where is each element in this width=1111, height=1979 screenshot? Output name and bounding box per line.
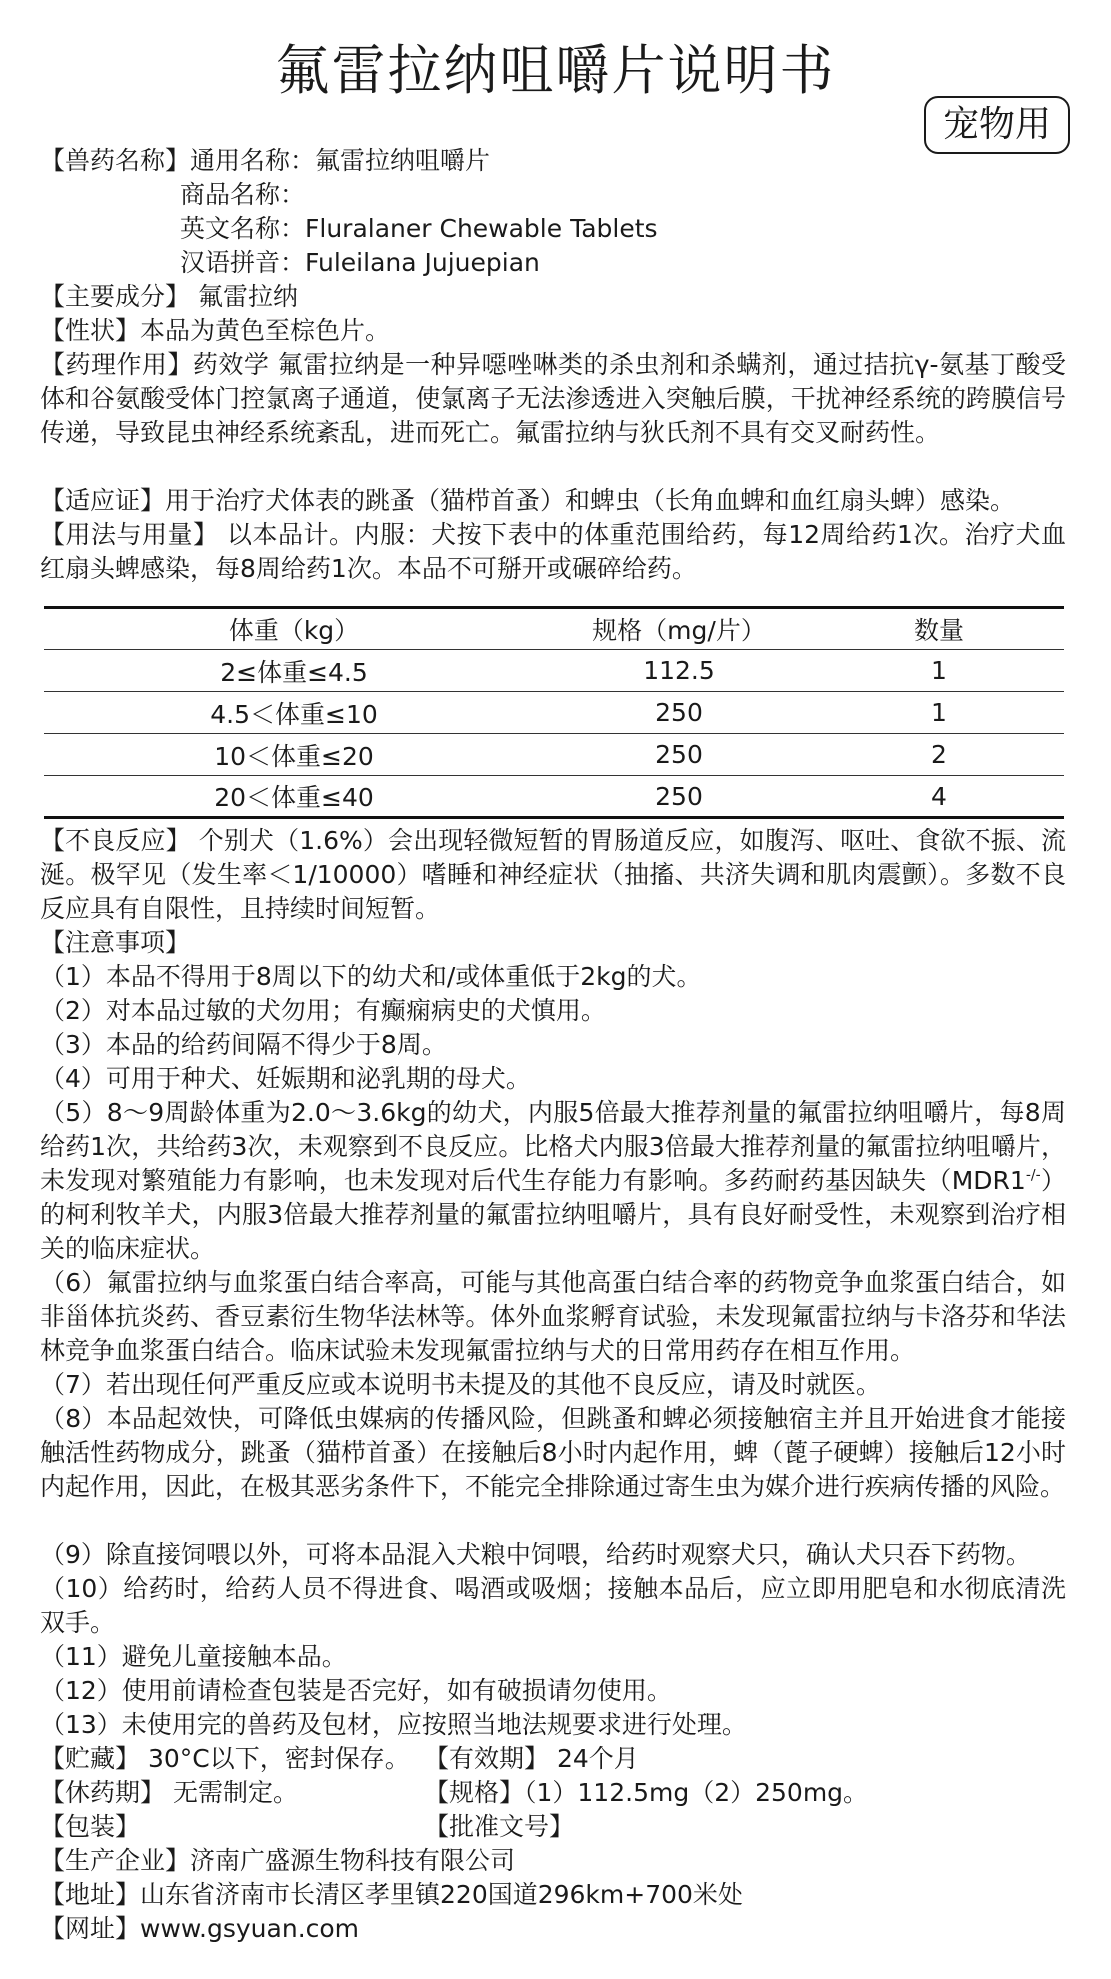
precaution-6: （6）氟雷拉纳与血浆蛋白结合率高，可能与其他高蛋白结合率的药物竞争血浆蛋白结合，如非甾体抗炎药、香豆素衍生物华法林等。体外血浆孵育试验，未发现氟雷拉纳与卡洛芬和华法林竞争血浆蛋白结合。临床试验未发现氟雷拉纳与犬的日常用药存在相互作用。 xyxy=(40,1268,1066,1365)
table-cell: 250 xyxy=(544,776,814,818)
precaution-11: （11）避免儿童接触本品。 xyxy=(40,1642,347,1671)
names-tag: 【兽药名称】 xyxy=(40,146,191,175)
table-cell: 1 xyxy=(814,650,1064,692)
table-cell: 1 xyxy=(814,692,1064,734)
dosage: 【用法与用量】 以本品计。内服：犬按下表中的体重范围给药，每12周给药1次。治疗犬血红扇头蜱感染，每8周给药1次。本品不可掰开或碾碎给药。 xyxy=(40,520,1066,583)
precaution-1: （1）本品不得用于8周以下的幼犬和/或体重低于2kg的犬。 xyxy=(40,962,702,991)
approval-number: 【批准文号】 xyxy=(424,1812,575,1841)
precaution-12: （12）使用前请检查包装是否完好，如有破损请勿使用。 xyxy=(40,1676,672,1705)
indication: 【适应证】用于治疗犬体表的跳蚤（猫栉首蚤）和蜱虫（长角血蜱和血红扇头蜱）感染。 xyxy=(40,486,1016,515)
table-cell: 4 xyxy=(814,776,1064,818)
table-cell: 10＜体重≤20 xyxy=(44,734,544,776)
table-cell: 2≤体重≤4.5 xyxy=(44,650,544,692)
precaution-5 xyxy=(40,1096,1066,1266)
adverse-reactions: 【不良反应】 个别犬（1.6%）会出现轻微短暂的胃肠道反应，如腹泻、呕吐、食欲不振、流涎。极罕见（发生率＜1/10000）嗜睡和神经症状（抽搐、共济失调和肌肉震颤）。多数不良反应具有自限性，且持续时间短暂。 xyxy=(40,826,1066,923)
table-header-row xyxy=(44,608,1064,650)
address: 【地址】山东省济南市长清区孝里镇220国道296km+700米处 xyxy=(40,1880,743,1909)
precaution-3: （3）本品的给药间隔不得少于8周。 xyxy=(40,1030,447,1059)
mdr1-superscript: -/- xyxy=(1025,1167,1041,1184)
precaution-10: （10）给药时，给药人员不得进食、喝酒或吸烟；接触本品后，应立即用肥皂和水彻底清洗双手。 xyxy=(40,1574,1066,1637)
table-header: 数量 xyxy=(814,608,1064,650)
table-cell: 250 xyxy=(544,734,814,776)
storage: 【贮藏】 30°C以下，密封保存。 xyxy=(40,1744,410,1773)
table-header: 规格（mg/片） xyxy=(544,608,814,650)
specification: 【规格】（1）112.5mg（2）250mg。 xyxy=(424,1778,869,1807)
table-row xyxy=(44,776,1064,818)
table-cell: 20＜体重≤40 xyxy=(44,776,544,818)
table-row xyxy=(44,734,1064,776)
precaution-7: （7）若出现任何严重反应或本说明书未提及的其他不良反应，请及时就医。 xyxy=(40,1370,881,1399)
main-ingredient: 【主要成分】 氟雷拉纳 xyxy=(40,282,298,311)
precaution-5-part-b: ）的柯利牧羊犬，内服3倍最大推荐剂量的氟雷拉纳咀嚼片，具有良好耐受性，未观察到治疗相关的临床症状。 xyxy=(40,1166,1066,1263)
english-name: 英文名称：Fluralaner Chewable Tablets xyxy=(180,214,658,243)
website: 【网址】www.gsyuan.com xyxy=(40,1914,360,1943)
precautions-heading: 【注意事项】 xyxy=(40,928,191,957)
table-cell: 4.5＜体重≤10 xyxy=(44,692,544,734)
trade-name: 商品名称： xyxy=(180,180,306,209)
pet-use-badge: 宠物用 xyxy=(924,96,1070,154)
precaution-2: （2）对本品过敏的犬勿用；有癫痫病史的犬慎用。 xyxy=(40,996,606,1025)
dosage-table xyxy=(44,606,1064,819)
validity: 【有效期】 24个月 xyxy=(424,1744,639,1773)
document-title: 氟雷拉纳咀嚼片说明书 xyxy=(275,39,836,102)
table-cell: 250 xyxy=(544,692,814,734)
manufacturer: 【生产企业】济南广盛源生物科技有限公司 xyxy=(40,1846,516,1875)
table-cell: 112.5 xyxy=(544,650,814,692)
generic-name: 通用名称：氟雷拉纳咀嚼片 xyxy=(190,146,491,175)
table-row xyxy=(44,692,1064,734)
precaution-8: （8）本品起效快，可降低虫媒病的传播风险，但跳蚤和蜱必须接触宿主并且开始进食才能接触活性药物成分，跳蚤（猫栉首蚤）在接触后8小时内起作用，蜱（蓖子硬蜱）接触后12小时内起作用，因此，在极其恶劣条件下，不能完全排除通过寄生虫为媒介进行疾病传播的风险。 xyxy=(40,1404,1066,1501)
precaution-13: （13）未使用完的兽药及包材，应按照当地法规要求进行处理。 xyxy=(40,1710,747,1739)
pharmacology: 【药理作用】药效学 氟雷拉纳是一种异噁唑啉类的杀虫剂和杀螨剂，通过拮抗γ-氨基丁酸受体和谷氨酸受体门控氯离子通道，使氯离子无法渗透进入突触后膜，干扰神经系统的跨膜信号传递，导致昆虫神经系统紊乱，进而死亡。氟雷拉纳与狄氏剂不具有交叉耐药性。 xyxy=(40,350,1066,447)
table-row xyxy=(44,650,1064,692)
table-header: 体重（kg） xyxy=(44,608,544,650)
precaution-5-part-a: （5）8～9周龄体重为2.0～3.6kg的幼犬，内服5倍最大推荐剂量的氟雷拉纳咀嚼片，每8周给药1次，共给药3次，未观察到不良反应。比格犬内服3倍最大推荐剂量的氟雷拉纳咀嚼片，未发现对繁殖能力有影响，也未发现对后代生存能力有影响。多药耐药基因缺失（MDR1 xyxy=(40,1098,1066,1195)
withdrawal-period: 【休药期】 无需制定。 xyxy=(40,1778,298,1807)
pinyin-name: 汉语拼音：Fuleilana Jujuepian xyxy=(180,248,540,277)
names-line-generic xyxy=(40,144,490,178)
character: 【性状】本品为黄色至棕色片。 xyxy=(40,316,391,345)
precaution-9: （9）除直接饲喂以外，可将本品混入犬粮中饲喂，给药时观察犬只，确认犬只吞下药物。 xyxy=(40,1540,1031,1569)
precaution-4: （4）可用于种犬、妊娠期和泌乳期的母犬。 xyxy=(40,1064,531,1093)
package: 【包装】 xyxy=(40,1812,141,1841)
table-cell: 2 xyxy=(814,734,1064,776)
